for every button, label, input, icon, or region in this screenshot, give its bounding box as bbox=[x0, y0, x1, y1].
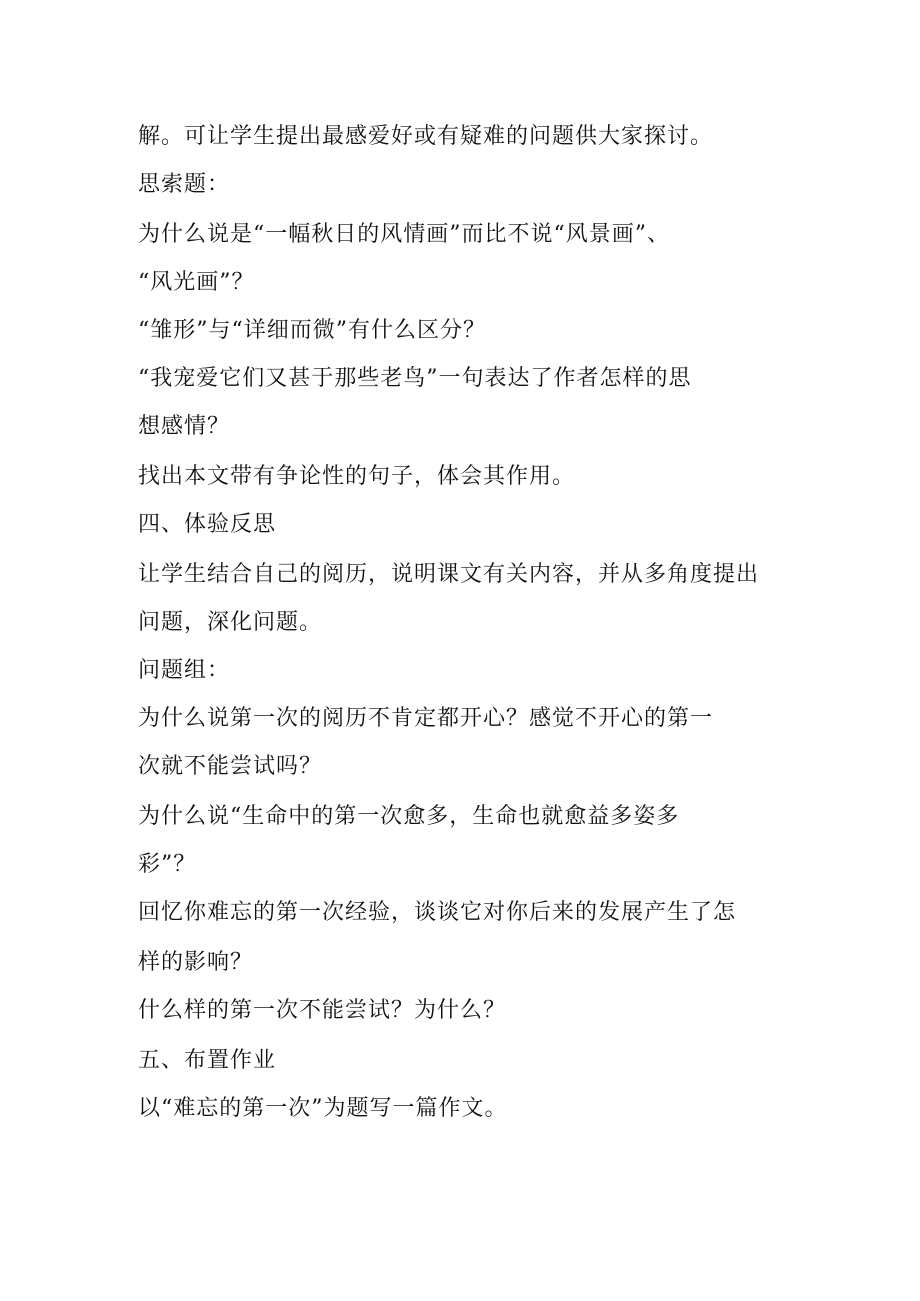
section-heading: 五、布置作业 bbox=[138, 1048, 277, 1073]
text-line: 解。可让学生提出最感爱好或有疑难的问题供大家探讨。 bbox=[138, 124, 714, 149]
section-heading: 四、体验反思 bbox=[138, 512, 277, 537]
text-line: 问题，深化问题。 bbox=[138, 610, 323, 635]
text-line: 回忆你难忘的第一次经验，谈谈它对你后来的发展产生了怎 bbox=[138, 900, 737, 925]
text-line: 想感情？ bbox=[138, 414, 231, 439]
text-line: 次就不能尝试吗？ bbox=[138, 754, 323, 779]
text-line: 问题组： bbox=[138, 658, 231, 683]
text-line: 样的影响？ bbox=[138, 950, 254, 975]
text-line: “我宠爱它们又甚于那些老鸟”一句表达了作者怎样的思 bbox=[138, 366, 692, 391]
text-line: 什么样的第一次不能尝试？为什么？ bbox=[138, 998, 507, 1023]
text-line: 让学生结合自己的阅历，说明课文有关内容，并从多角度提出 bbox=[138, 562, 760, 587]
text-line: 思索题： bbox=[138, 172, 231, 197]
text-line: 为什么说第一次的阅历不肯定都开心？感觉不开心的第一 bbox=[138, 706, 714, 731]
text-line: 为什么说“生命中的第一次愈多，生命也就愈益多姿多 bbox=[138, 804, 680, 829]
text-line: 以“难忘的第一次”为题写一篇作文。 bbox=[138, 1096, 508, 1121]
text-line: “雏形”与“详细而微”有什么区分？ bbox=[138, 318, 486, 343]
text-line: 彩”？ bbox=[138, 852, 197, 877]
text-line: “风光画”？ bbox=[138, 270, 255, 295]
text-line: 为什么说是“一幅秋日的风情画”而比不说“风景画”、 bbox=[138, 222, 670, 247]
text-line: 找出本文带有争论性的句子，体会其作用。 bbox=[138, 464, 576, 489]
